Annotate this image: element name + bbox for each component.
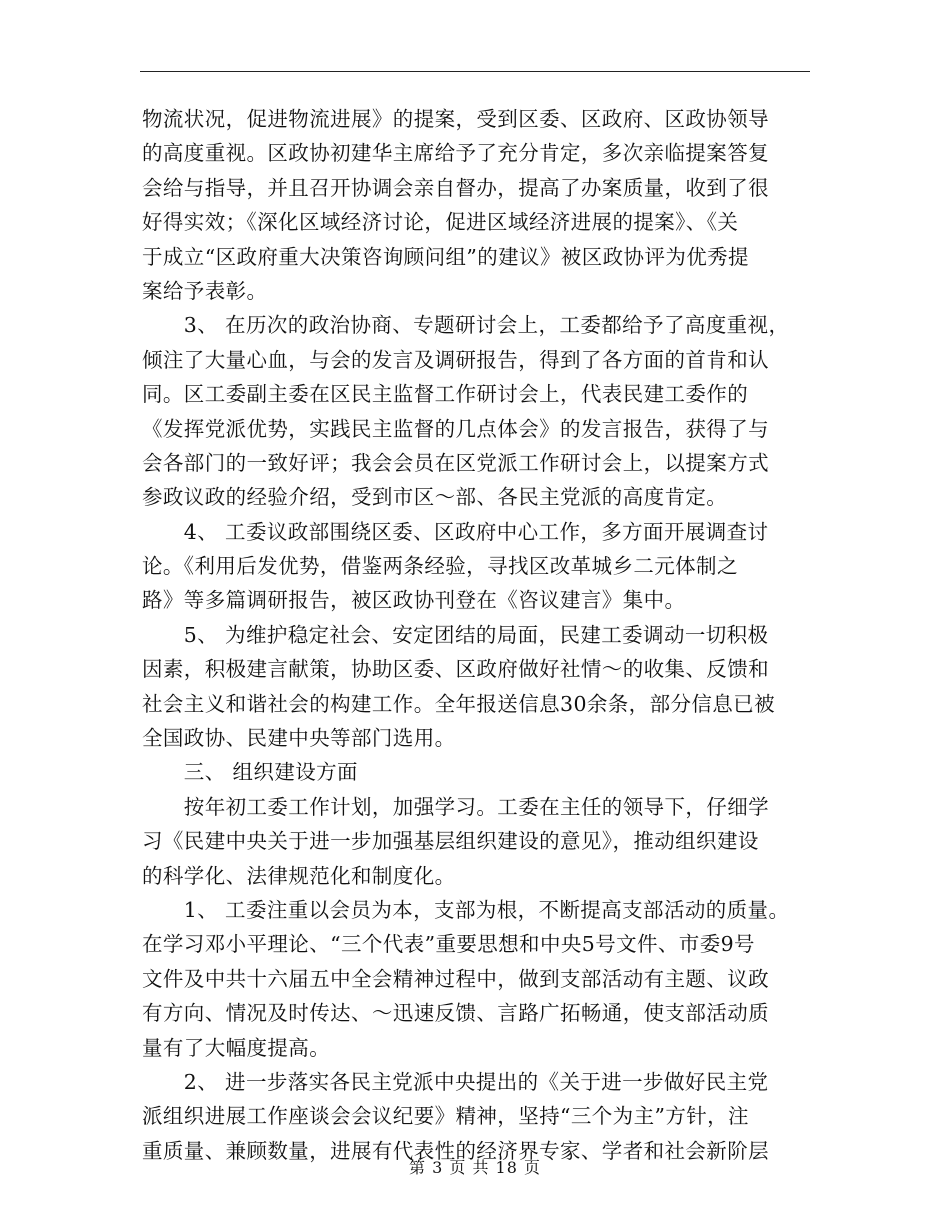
header-rule (140, 71, 810, 72)
text-line: 路》等多篇调研报告，被区政协刊登在《咨议建言》集中。 (142, 588, 686, 613)
text-line: 5、 为维护稳定社会、安定团结的局面，民建工委调动一切积极 (142, 622, 769, 647)
text-line: 4、 工委议政部围绕区委、区政府中心工作，多方面开展调查讨 (142, 519, 769, 544)
text-line: 派组织进展工作座谈会会议纪要》精神，坚持“三个为主”方针，注 (142, 1104, 749, 1129)
text-line: 三、 组织建设方面 (142, 760, 358, 785)
text-line: 在学习邓小平理论、“三个代表”重要思想和中央5号文件、市委9号 (142, 932, 755, 957)
document-body (142, 102, 810, 1168)
text-line: 1、 工委注重以会员为本，支部为根，不断提高支部活动的质量。 (142, 897, 790, 922)
text-line: 因素，积极建言献策，协助区委、区政府做好社情～的收集、反馈和 (142, 657, 769, 682)
text-line: 于成立“区政府重大决策咨询顾问组”的建议》被区政协评为优秀提 (142, 244, 749, 269)
text-line: 会给与指导，并且召开协调会亲自督办，提高了办案质量，收到了很 (142, 175, 769, 200)
text-line: 社会主义和谐社会的构建工作。全年报送信息30余条，部分信息已被 (142, 691, 775, 716)
text-line: 文件及中共十六届五中全会精神过程中，做到支部活动有主题、议政 (142, 966, 769, 991)
text-line: 全国政协、民建中央等部门选用。 (142, 726, 456, 751)
text-line: 论。《利用后发优势，借鉴两条经验，寻找区改革城乡二元体制之 (142, 554, 738, 579)
text-line: 3、 在历次的政治协商、专题研讨会上，工委都给予了高度重视， (142, 313, 790, 338)
text-line: 倾注了大量心血，与会的发言及调研报告，得到了各方面的首肯和认 (142, 347, 769, 372)
text-line: 案给予表彰。 (142, 278, 268, 303)
text-line: 有方向、情况及时传达、～迅速反馈、言路广拓畅通，使支部活动质 (142, 1001, 769, 1026)
text-line: 按年初工委工作计划，加强学习。工委在主任的领导下，仔细学 (142, 794, 769, 819)
text-line: 重质量、兼顾数量，进展有代表性的经济界专家、学者和社会新阶层 (142, 1138, 769, 1163)
text-line: 量有了大幅度提高。 (142, 1035, 331, 1060)
text-line: 的科学化、法律规范化和制度化。 (142, 863, 456, 888)
text-line: 2、 进一步落实各民主党派中央提出的《关于进一步做好民主党 (142, 1069, 769, 1094)
text-line: 参政议政的经验介绍，受到市区～部、各民主党派的高度肯定。 (142, 485, 728, 510)
text-line: 好得实效；《深化区域经济讨论，促进区域经济进展的提案》、《关 (142, 210, 739, 235)
page-footer: 第 3 页 共 18 页 (409, 1158, 541, 1177)
text-line: 的高度重视。区政协初建华主席给予了充分肯定，多次亲临提案答复 (142, 141, 769, 166)
text-line: 物流状况，促进物流进展》的提案，受到区委、区政府、区政协领导 (142, 107, 769, 131)
text-line: 《发挥党派优势，实践民主监督的几点体会》的发言报告，获得了与 (142, 416, 769, 441)
text-line: 同。区工委副主委在区民主监督工作研讨会上，代表民建工委作的 (142, 382, 749, 407)
text-line: 会各部门的一致好评；我会会员在区党派工作研讨会上，以提案方式 (142, 450, 769, 475)
text-line: 习《民建中央关于进一步加强基层组织建设的意见》，推动组织建设 (142, 829, 759, 854)
